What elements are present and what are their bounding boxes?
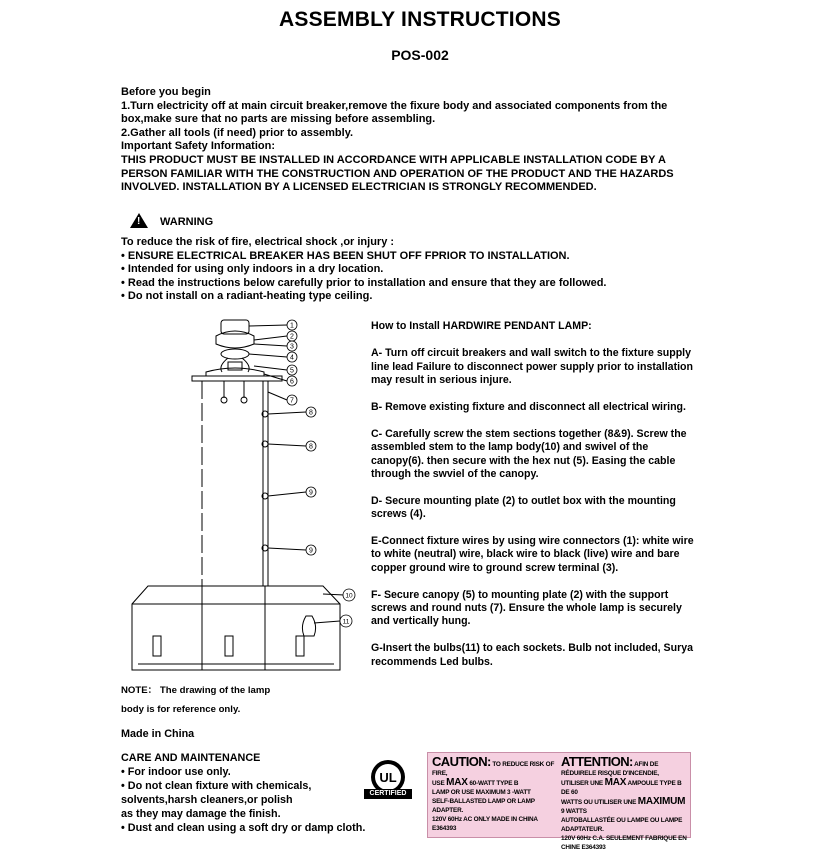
- callout-label: 4: [290, 354, 294, 362]
- warning-line: • Intended for using only indoors in a dry location.: [121, 263, 384, 276]
- caution-text: 120V 60Hz AC ONLY MADE IN CHINA E364393: [432, 816, 538, 832]
- install-step: [371, 495, 711, 522]
- caution-label: [427, 752, 691, 851]
- lamp-assembly-diagram: [118, 314, 363, 684]
- step-line: copper ground wire to ground screw terminal (3).: [371, 561, 619, 574]
- step-line: F- Secure canopy (5) to mounting plate (2) with the support: [371, 588, 669, 601]
- caution-text: SELF-BALLASTED LAMP OR LAMP ADAPTER.: [432, 798, 535, 814]
- step-line: screws (4).: [371, 508, 426, 521]
- caution-text: TO REDUCE RISK OF FIRE,: [432, 761, 555, 777]
- step-line: may result in serious injure.: [371, 374, 512, 387]
- bulb-shape: [302, 616, 315, 636]
- ul-certified-caption: CERTIFIED: [364, 789, 412, 799]
- install-step: [371, 347, 711, 387]
- canopy-shape: [206, 368, 264, 376]
- caution-maximum: MAXIMUM: [637, 796, 686, 807]
- caution-text: AFIN DE RÉDUIRELE RISQUE D'INCENDIE,: [561, 761, 659, 777]
- install-step: [371, 401, 711, 414]
- before-line: 1.Turn electricity off at main circuit breaker,remove the fixure body and associated components from the: [121, 99, 668, 112]
- caution-english: [432, 754, 558, 833]
- caution-text: 60-WATT TYPE B: [469, 780, 519, 787]
- before-line: box,make sure that no parts are missing before assembling.: [121, 113, 436, 126]
- warning-heading: WARNING: [160, 216, 214, 228]
- step-line: D- Secure mounting plate (2) to outlet box with the mounting: [371, 494, 676, 507]
- made-in-label: Made in China: [121, 728, 195, 740]
- install-step: [371, 535, 711, 575]
- top-bar-shape: [192, 376, 282, 381]
- step-line: through the swviel of the canopy.: [371, 468, 539, 481]
- warning-section: [121, 236, 681, 304]
- before-line: PERSON FAMILIAR WITH THE CONSTRUCTION AND OPERATION OF THE PRODUCT AND THE HAZARDS: [121, 167, 674, 180]
- model-number: POS-002: [391, 47, 449, 63]
- care-line: as they may damage the finish.: [121, 808, 281, 820]
- howto-heading: How to Install HARDWIRE PENDANT LAMP:: [371, 320, 592, 332]
- step-line: and vertically hung.: [371, 615, 471, 628]
- step-line: to white (neutral) wire, black wire to black (live) wire and bare: [371, 548, 680, 561]
- callout-label: 8: [309, 409, 313, 417]
- warning-line: • Read the instructions below carefully prior to installation and ensure that they are followed.: [121, 276, 607, 289]
- warning-line: • Do not install on a radiant-heating type ceiling.: [121, 290, 373, 303]
- step-line: E-Connect fixture wires by using wire connectors (1): white wire: [371, 535, 694, 548]
- caution-text: LAMP OR USE MAXIMUM 3 -WATT: [432, 789, 531, 796]
- install-step: [371, 589, 711, 629]
- install-instructions: [371, 320, 711, 682]
- before-you-begin-section: [121, 86, 681, 195]
- caution-text: UTILISER UNE: [561, 780, 603, 787]
- care-line: • Do not clean fixture with chemicals,: [121, 780, 312, 792]
- callout-label: 5: [290, 367, 294, 375]
- caution-max: MAX: [446, 777, 468, 788]
- before-line: 2.Gather all tools (if need) prior to assembly.: [121, 126, 354, 139]
- diagram-note-line2: body is for reference only.: [121, 704, 241, 715]
- care-line: • For indoor use only.: [121, 766, 231, 778]
- step-line: canopy(6). then secure with the hex nut (5). Easing the cable: [371, 454, 676, 467]
- caution-text: USE: [432, 780, 445, 787]
- callout-label: 9: [309, 547, 313, 555]
- care-line: solvents,harsh cleaners,or polish: [121, 794, 293, 806]
- callout-label: 2: [290, 333, 294, 341]
- wire-connector-shape: [221, 349, 249, 359]
- step-line: recommends Led bulbs.: [371, 655, 493, 668]
- step-line: line lead Failure to disconnect power supply prior to installation: [371, 360, 693, 373]
- step-line: A- Turn off circuit breakers and wall switch to the fixture supply: [371, 347, 692, 360]
- step-line: assembled stem to the lamp body(10) and swivel of the: [371, 441, 649, 454]
- care-line: • Dust and clean using a soft dry or damp cloth.: [121, 822, 366, 834]
- caution-text: WATTS OU UTILISER UNE: [561, 799, 637, 806]
- ul-mark: UL: [379, 770, 397, 785]
- before-line: INVOLVED. INSTALLATION BY A LICENSED ELECTRICIAN IS STRONGLY RECOMMENDED.: [121, 181, 597, 194]
- attention-heading: ATTENTION:: [561, 754, 633, 769]
- warning-line: To reduce the risk of fire, electrical shock ,or injury :: [121, 236, 395, 248]
- callout-label: 11: [342, 618, 350, 626]
- step-line: C- Carefully screw the stem sections together (8&9). Screw the: [371, 427, 687, 440]
- caution-french: [561, 754, 687, 852]
- step-line: B- Remove existing fixture and disconnect all electrical wiring.: [371, 401, 686, 414]
- callout-label: 10: [345, 592, 353, 600]
- callout-label: 1: [290, 322, 294, 330]
- callout-label: 6: [290, 378, 294, 386]
- warning-line: • ENSURE ELECTRICAL BREAKER HAS BEEN SHUT OFF FPRIOR TO INSTALLATION.: [121, 249, 570, 262]
- caution-text: AMPOULE TYPE B DE 60: [561, 780, 682, 796]
- callout-label: 8: [309, 443, 313, 451]
- step-line: screws and round nuts (7). Ensure the whole lamp is securely: [371, 602, 682, 615]
- care-section: [121, 751, 381, 835]
- document-title: ASSEMBLY INSTRUCTIONS: [279, 8, 561, 31]
- caution-text: 120V 60Hz C.A. SEULEMENT FABRIQUE EN CHINE E364393: [561, 835, 687, 851]
- callout-label: 7: [290, 397, 294, 405]
- warning-triangle-icon: !: [130, 213, 148, 228]
- warning-heading-row: [130, 213, 213, 228]
- callout-label: 3: [290, 343, 294, 351]
- caution-max: MAX: [604, 777, 627, 788]
- care-heading: CARE AND MAINTENANCE: [121, 752, 261, 764]
- diagram-note-line1: NOTE： The drawing of the lamp: [121, 685, 271, 696]
- step-line: G-Insert the bulbs(11) to each sockets. Bulb not included, Surya: [371, 642, 693, 655]
- lamp-body-shape: [132, 586, 340, 670]
- before-heading: Before you begin: [121, 86, 211, 98]
- caution-heading: CAUTION:: [432, 754, 491, 769]
- caution-text: AUTOBALLASTÉE OU LAMPE OU LAMPE ADAPTATEUR.: [561, 817, 683, 833]
- install-step: [371, 428, 711, 482]
- callout-label: 9: [309, 489, 313, 497]
- caution-text: 9 WATTS: [561, 808, 587, 815]
- before-line: THIS PRODUCT MUST BE INSTALLED IN ACCORDANCE WITH APPLICABLE INSTALLATION CODE BY A: [121, 153, 666, 166]
- install-step: [371, 642, 711, 669]
- before-line: Important Safety Information:: [121, 140, 276, 153]
